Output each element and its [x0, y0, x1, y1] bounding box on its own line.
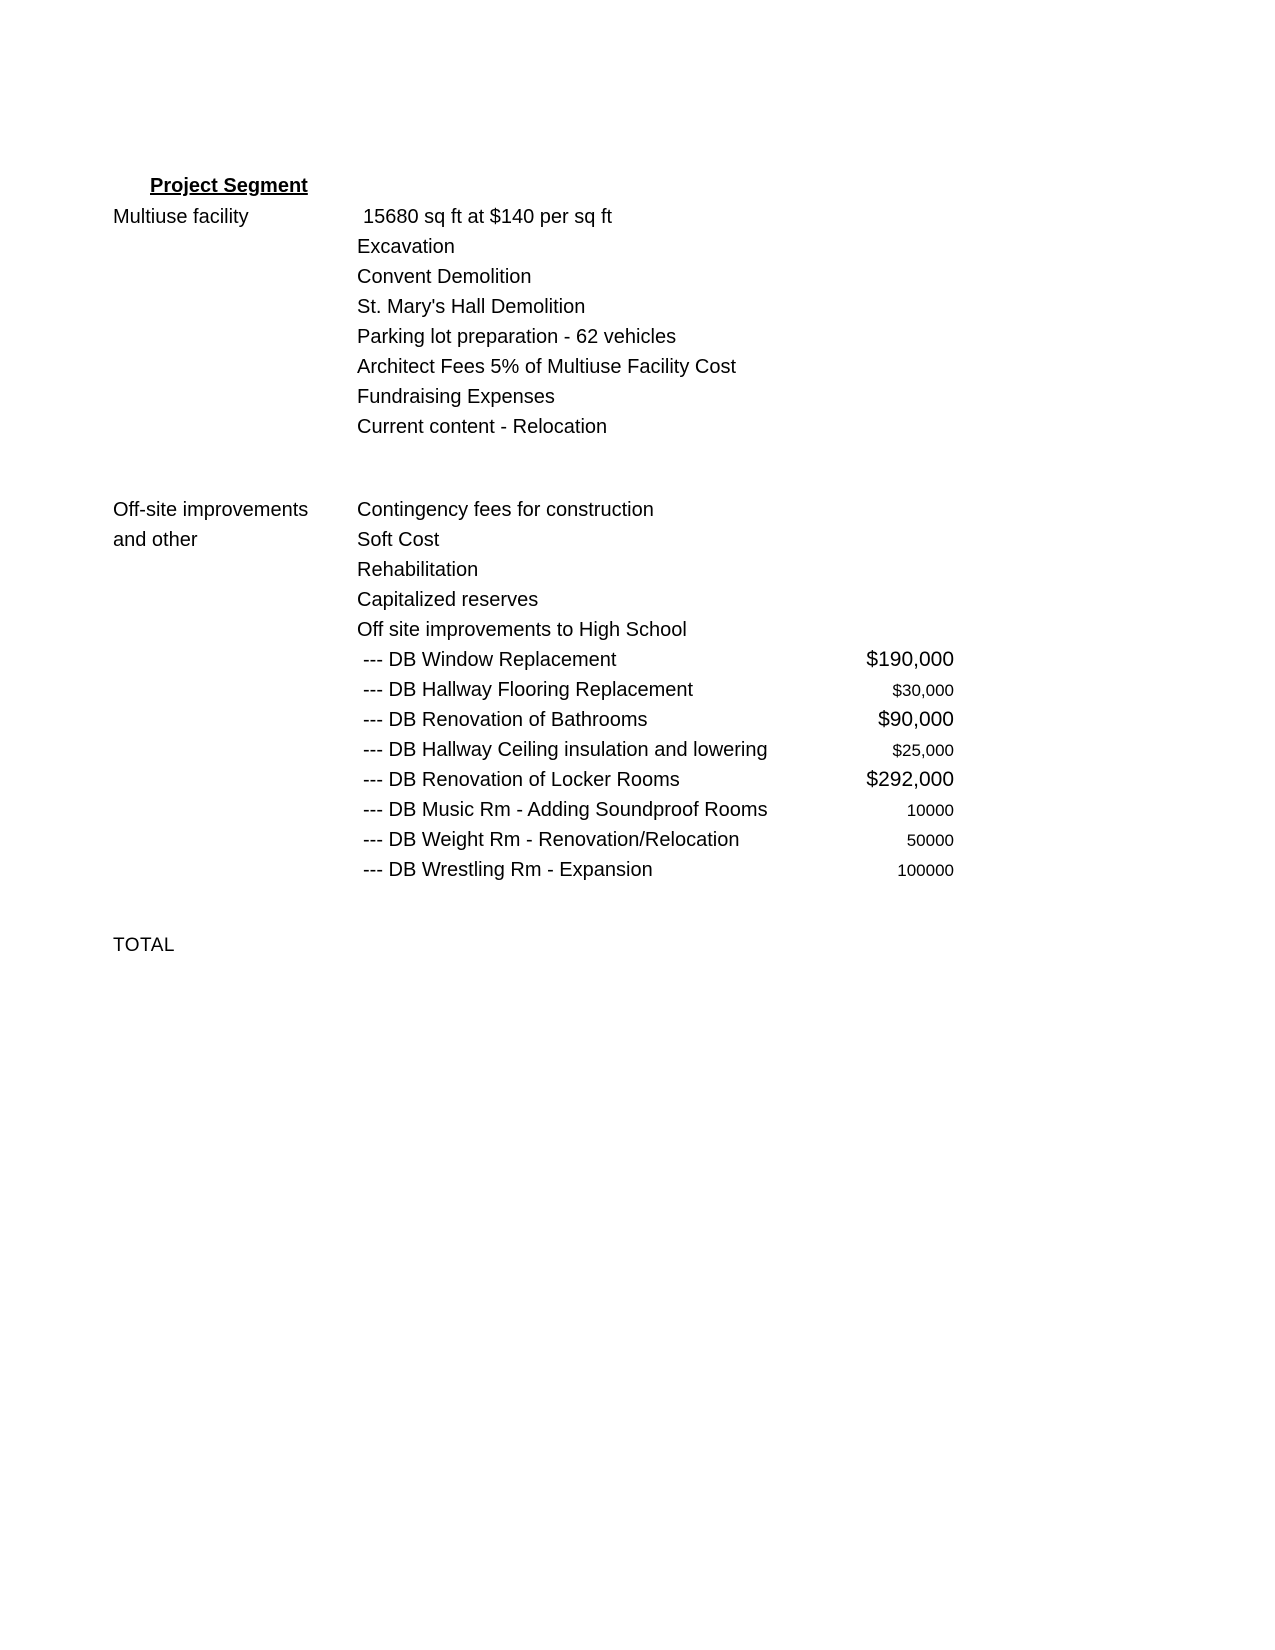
item-amount: $190,000 [866, 648, 954, 671]
line-item [357, 232, 954, 262]
item-text: Current content - Relocation [357, 416, 608, 438]
item-text: Convent Demolition [357, 266, 532, 288]
item-text: --- DB Renovation of Bathrooms [363, 709, 648, 731]
item-amount: 100000 [897, 861, 954, 880]
line-item [357, 555, 954, 585]
item-amount: 10000 [906, 801, 954, 820]
line-item [357, 525, 954, 555]
item-amount: 50000 [906, 831, 954, 850]
line-item [357, 705, 954, 735]
section-label-line: and other [113, 529, 198, 551]
item-text: Parking lot preparation - 62 vehicles [357, 326, 677, 348]
item-amount: $292,000 [866, 768, 954, 791]
item-amount: $25,000 [892, 741, 954, 760]
line-item [357, 795, 954, 825]
line-item [357, 352, 954, 382]
line-item [357, 825, 954, 855]
offsite-improvements-items [357, 495, 954, 885]
line-item [357, 495, 954, 525]
item-text: Architect Fees 5% of Multiuse Facility Cost [357, 356, 737, 378]
line-item [357, 292, 954, 322]
document-heading: Project Segment [150, 175, 308, 197]
line-item [357, 765, 954, 795]
item-text: --- DB Music Rm - Adding Soundproof Rooms [363, 799, 768, 821]
line-item [357, 645, 954, 675]
total-label: TOTAL [113, 935, 175, 956]
item-text: Capitalized reserves [357, 589, 539, 611]
item-text: Contingency fees for construction [357, 499, 654, 521]
item-text: --- DB Weight Rm - Renovation/Relocation [363, 829, 740, 851]
item-text: Excavation [357, 236, 455, 258]
line-item [357, 615, 954, 645]
item-amount: $90,000 [878, 708, 954, 731]
line-item [357, 585, 954, 615]
item-text: Off site improvements to High School [357, 619, 687, 641]
item-text: --- DB Window Replacement [363, 649, 617, 671]
item-text: --- DB Renovation of Locker Rooms [363, 769, 680, 791]
line-item [357, 675, 954, 705]
item-text: 15680 sq ft at $140 per sq ft [363, 206, 613, 228]
line-item [357, 735, 954, 765]
line-item [357, 382, 954, 412]
item-text: St. Mary's Hall Demolition [357, 296, 586, 318]
section-label-offsite-improvements [113, 495, 353, 555]
line-item [357, 322, 954, 352]
item-text: --- DB Hallway Ceiling insulation and lowering [363, 739, 768, 761]
line-item [357, 262, 954, 292]
item-amount: $30,000 [892, 681, 954, 700]
line-item [357, 855, 954, 885]
section-label-line: Off-site improvements [113, 499, 309, 521]
line-item [357, 202, 954, 232]
item-text: Fundraising Expenses [357, 386, 555, 408]
line-item [357, 412, 954, 442]
multiuse-facility-items [357, 202, 954, 442]
item-text: Soft Cost [357, 529, 440, 551]
item-text: Rehabilitation [357, 559, 479, 581]
section-label-multiuse-facility [113, 202, 353, 232]
item-text: --- DB Hallway Flooring Replacement [363, 679, 694, 701]
item-text: --- DB Wrestling Rm - Expansion [363, 859, 653, 881]
section-label-line: Multiuse facility [113, 206, 249, 228]
